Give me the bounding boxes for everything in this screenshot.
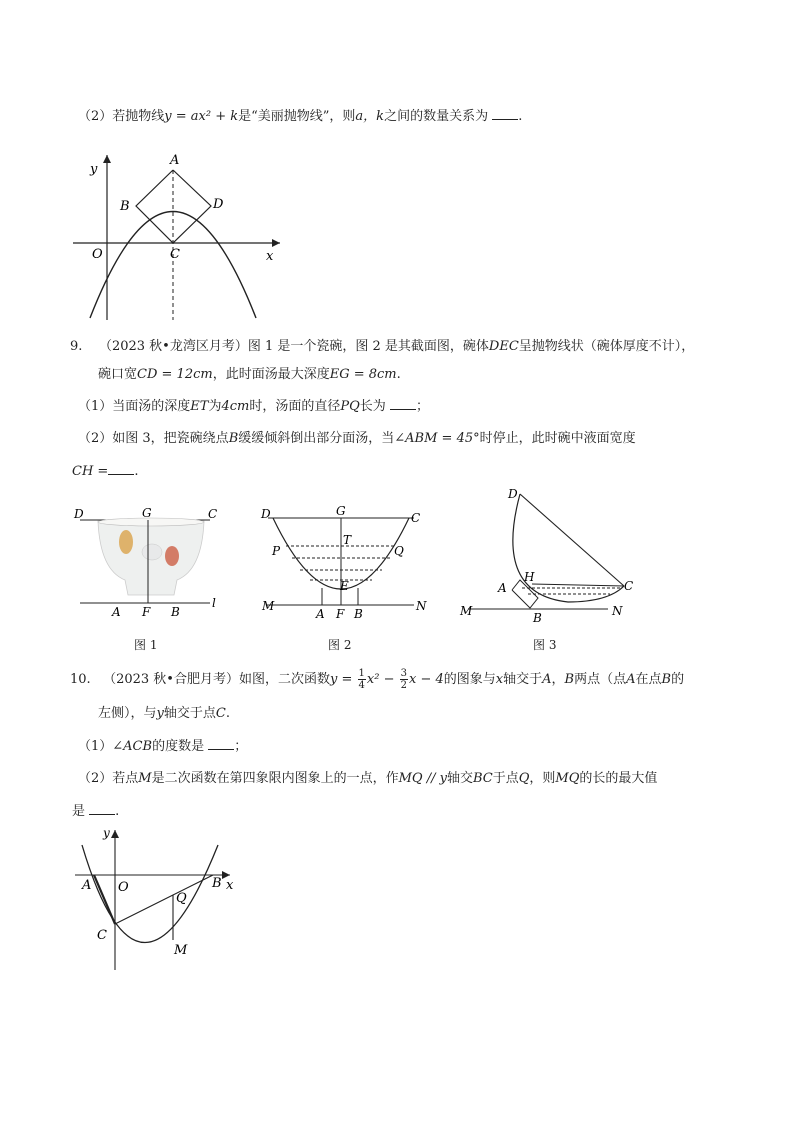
fig1-label-C: C <box>208 507 218 521</box>
answer-blank[interactable] <box>108 462 134 475</box>
fig1-label-F: F <box>142 605 151 619</box>
q8-parabola-figure <box>70 150 290 325</box>
fig1-label-l: l <box>212 596 216 610</box>
fig2-label-C: C <box>411 511 421 525</box>
q10-part2-line2: 是 . <box>72 804 120 819</box>
q9-part1: （1）当面汤的深度ET为4cm时，汤面的直径PQ长为 ； <box>78 399 429 414</box>
q10-label-M: M <box>174 943 188 958</box>
fig2-caption: 图 2 <box>328 638 352 652</box>
fig3-label-A: A <box>498 581 507 595</box>
fig1-label-G: G <box>142 506 152 520</box>
fig2-label-M: M <box>262 599 275 613</box>
q9-part2: （2）如图 3，把瓷碗绕点B缓缓倾斜倒出部分面汤，当∠ABM = 45°时停止，此时碗中液面宽度 <box>78 431 636 446</box>
q10-part2: （2）若点M是二次函数在第四象限内图象上的一点，作MQ // y轴交BC于点Q，则MQ的长的最大值 <box>78 771 658 786</box>
fig3-label-N: N <box>612 604 623 618</box>
q8-part2: （2）若抛物线y = ax² + k是“美丽抛物线”，则a，k之间的数量关系为 . <box>78 109 523 124</box>
fig3-label-M: M <box>460 604 473 618</box>
fig1-label-A: A <box>112 605 121 619</box>
fraction-3-2: $\frac{3}{2}$ <box>400 668 407 691</box>
fig2-label-N: N <box>416 599 427 613</box>
fig1-label-D: D <box>74 507 84 521</box>
answer-blank[interactable] <box>208 737 234 750</box>
label-O: O <box>92 247 103 262</box>
label-B: B <box>120 199 130 214</box>
fig2-label-T: T <box>343 533 352 547</box>
q10-label-A: A <box>82 878 92 893</box>
fig2-label-G: G <box>336 504 346 518</box>
fig2-label-E: E <box>340 579 349 593</box>
label-y: y <box>90 162 98 177</box>
q10-parabola-figure <box>70 825 250 975</box>
answer-blank[interactable] <box>492 107 518 120</box>
answer-blank[interactable] <box>89 802 115 815</box>
answer-blank[interactable] <box>390 397 416 410</box>
q9-stem-line2: 碗口宽CD = 12cm，此时面汤最大深度EG = 8cm. <box>98 367 401 382</box>
fig2-label-F: F <box>336 607 345 620</box>
label-A: A <box>170 153 180 168</box>
q10-label-O: O <box>118 880 129 895</box>
fig1-label-B: B <box>171 605 180 619</box>
fraction-1-4: $\frac{1}{4}$ <box>358 668 365 691</box>
q9-stem: 9. （2023 秋•龙湾区月考）图 1 是一个瓷碗，图 2 是其截面图，碗体DEC呈抛物线状（碗体厚度不计）， <box>70 339 695 354</box>
q9-part2-line2: CH = . <box>72 464 139 479</box>
fig2-label-P: P <box>272 544 281 558</box>
fig3-caption: 图 3 <box>533 638 557 652</box>
label-C: C <box>170 247 180 262</box>
fig2-label-D: D <box>261 507 271 521</box>
q10-label-x: x <box>226 878 234 893</box>
q10-part1: （1）∠ACB的度数是 ； <box>78 739 248 754</box>
fig1-bowl-photo <box>70 500 230 620</box>
q10-label-Q: Q <box>176 891 187 906</box>
q10-label-C: C <box>97 928 107 943</box>
q10-label-y: y <box>103 826 110 840</box>
q10-stem: 10. （2023 秋•合肥月考）如图，二次函数y = $\frac{1}{4}$ x² − $\frac{3}{2}$ x − 4的图象与x轴交于A，B两点（点A在点B的 <box>70 668 685 691</box>
fig2-label-A: A <box>316 607 325 620</box>
label-D: D <box>213 197 224 212</box>
fig2-label-Q: Q <box>394 544 404 558</box>
label-x: x <box>266 249 274 264</box>
fig3-label-B: B <box>533 611 542 624</box>
fig2-cross-section <box>256 500 431 620</box>
q10-stem-line2: 左侧），与y轴交于点C. <box>98 706 230 721</box>
fig3-label-D: D <box>508 487 518 501</box>
fig1-caption: 图 1 <box>134 638 158 652</box>
fig3-label-C: C <box>624 579 634 593</box>
fig2-label-B: B <box>354 607 363 620</box>
fig3-tilted-bowl <box>458 484 638 624</box>
q10-label-B: B <box>212 876 222 891</box>
fig3-label-H: H <box>524 570 535 584</box>
